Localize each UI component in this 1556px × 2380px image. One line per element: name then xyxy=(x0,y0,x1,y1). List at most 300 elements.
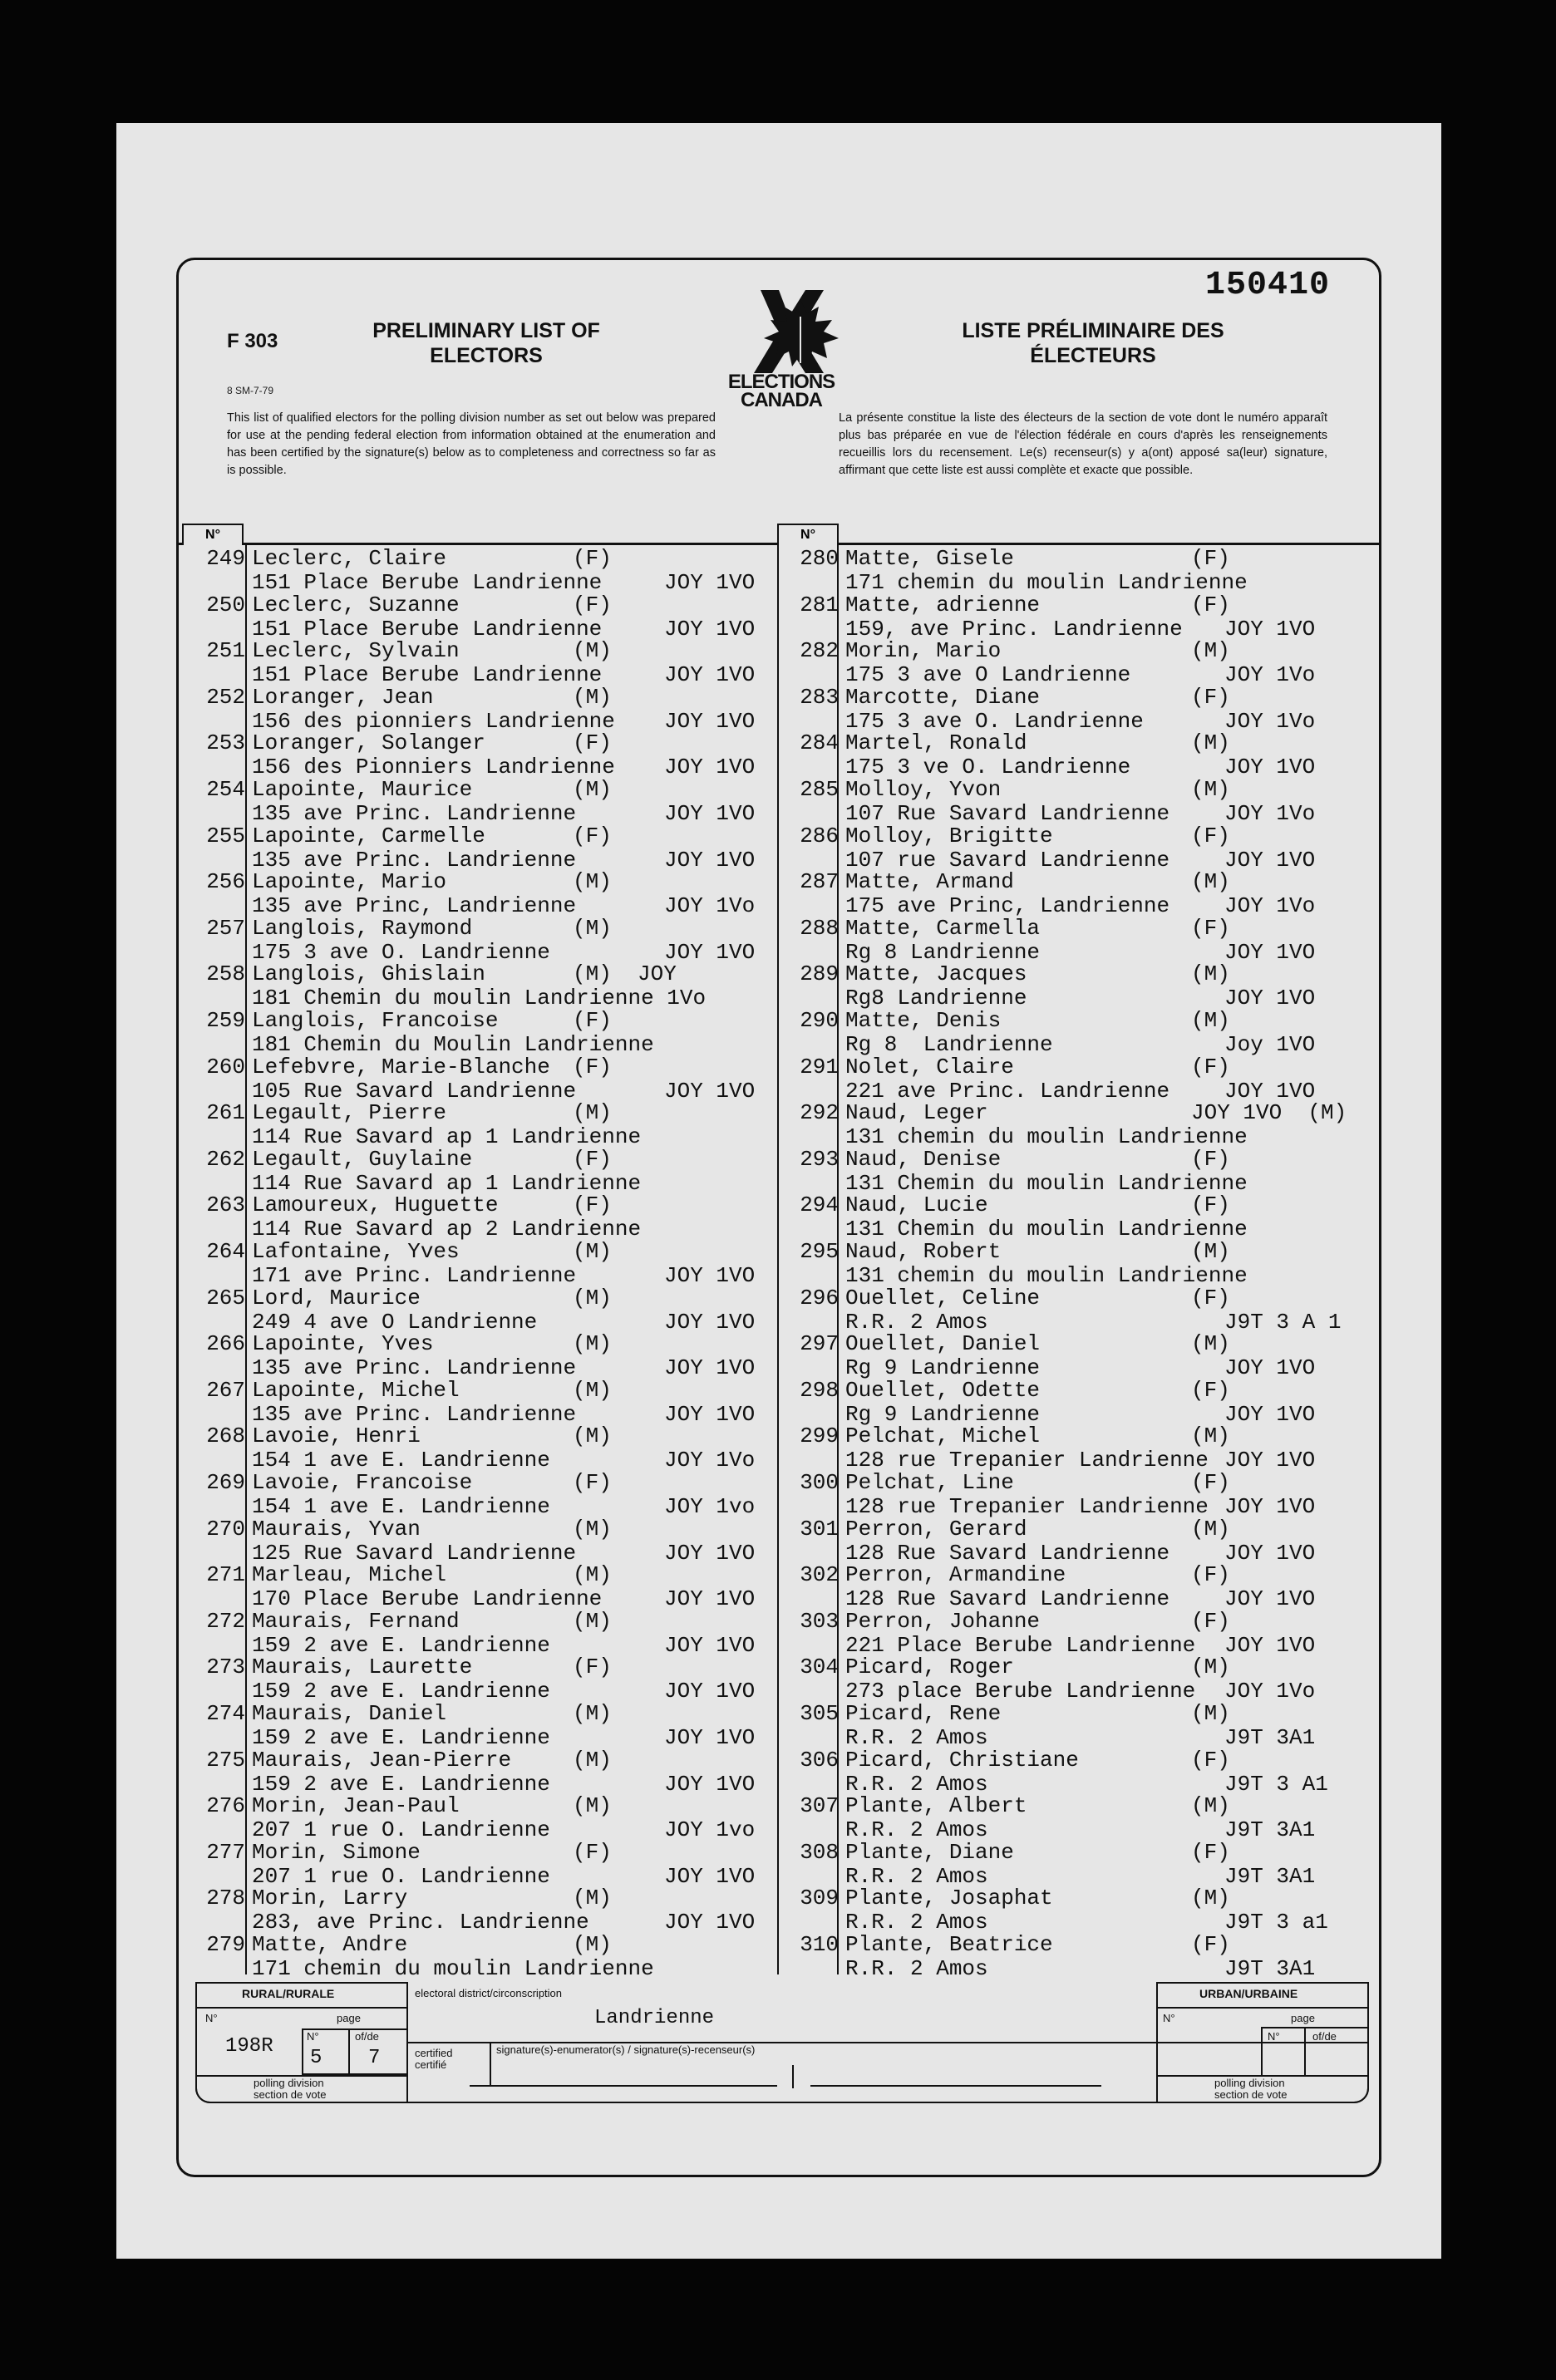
elector-address: 159, ave Princ. Landrienne xyxy=(845,616,1183,642)
elector-entry xyxy=(182,870,780,918)
elector-address: R.R. 2 Amos xyxy=(845,1725,988,1750)
elector-list-form xyxy=(176,258,1381,2177)
elector-postal-code: JOY 1VO xyxy=(664,939,756,965)
elector-sex: (M) xyxy=(573,915,612,941)
elector-number: 310 xyxy=(800,1932,839,1957)
urban-label: URBAN/URBAINE xyxy=(1199,1987,1298,2000)
elector-number: 260 xyxy=(206,1054,245,1079)
elector-number: 294 xyxy=(800,1192,839,1218)
elector-entry xyxy=(776,1933,1374,1981)
elector-entry xyxy=(182,1841,780,1889)
divider xyxy=(792,2065,794,2088)
elector-postal-code: JOY 1Vo xyxy=(1224,893,1316,919)
elector-postal-code: JOY 1VO xyxy=(1224,1401,1316,1427)
elector-address: 105 Rue Savard Landrienne xyxy=(252,1078,577,1104)
elector-sex: (M) xyxy=(1191,777,1230,802)
elector-number: 261 xyxy=(206,1100,245,1126)
elector-entry xyxy=(182,1148,780,1196)
urban-page-no-label: N° xyxy=(1268,2030,1280,2043)
elector-address: 171 ave Princ. Landrienne xyxy=(252,1263,577,1288)
logo-text-line-1: ELECTIONS xyxy=(727,371,835,393)
elector-postal-code: J9T 3A1 xyxy=(1224,1956,1316,1981)
elector-address: 107 Rue Savard Landrienne xyxy=(845,801,1170,826)
elector-sex: (M) xyxy=(1191,730,1230,756)
elector-name: Marcotte, Diane xyxy=(845,684,1041,710)
elector-address: 151 Place Berube Landrienne xyxy=(252,570,603,595)
elector-postal-code: JOY 1Vo xyxy=(1224,662,1316,688)
elector-entry xyxy=(182,1332,780,1380)
elector-address: 131 Chemin du moulin Landrienne xyxy=(845,1170,1248,1196)
elector-number: 266 xyxy=(206,1331,245,1357)
elector-number: 265 xyxy=(206,1285,245,1310)
elector-number: 297 xyxy=(800,1331,839,1357)
elector-entry xyxy=(182,1517,780,1566)
elector-name: Plante, Josaphat xyxy=(845,1886,1053,1911)
polling-division-label: polling division xyxy=(254,2077,324,2089)
elector-entry xyxy=(776,1286,1374,1335)
elector-number: 274 xyxy=(206,1701,245,1726)
elector-address: 114 Rue Savard ap 1 Landrienne xyxy=(252,1170,642,1196)
elector-sex: (F) xyxy=(573,1054,612,1079)
elector-number: 254 xyxy=(206,777,245,802)
elector-address: 128 Rue Savard Landrienne xyxy=(845,1586,1170,1612)
rural-page-label: page xyxy=(337,2012,361,2024)
elector-number: 307 xyxy=(800,1793,839,1819)
elector-sex: (F) xyxy=(1191,823,1230,848)
certifie-label: certifié xyxy=(415,2058,447,2071)
elector-entry xyxy=(776,1517,1374,1566)
elector-entry xyxy=(182,1933,780,1981)
elector-number: 276 xyxy=(206,1793,245,1819)
elector-name: Loranger, Jean xyxy=(252,684,434,710)
elector-postal-code: JOY 1VO xyxy=(1224,1448,1316,1473)
elector-sex: (F) xyxy=(1191,1192,1230,1218)
elector-number: 279 xyxy=(206,1932,245,1957)
elector-address: Rg8 Landrienne xyxy=(845,986,1027,1011)
elector-name: Maurais, Laurette xyxy=(252,1655,473,1680)
elector-sex: (F) xyxy=(573,730,612,756)
elector-postal-code: JOY 1VO xyxy=(1224,1632,1316,1658)
elector-name: Lord, Maurice xyxy=(252,1285,421,1310)
elector-name: Molloy, Brigitte xyxy=(845,823,1053,848)
elector-postal-code: J9T 3 A 1 xyxy=(1224,1309,1342,1335)
urban-no-label: N° xyxy=(1163,2012,1175,2024)
elector-postal-code: JOY 1VO xyxy=(664,1355,756,1381)
column-number-header-left: N° xyxy=(182,524,244,545)
elector-entry xyxy=(182,1379,780,1427)
elector-entry xyxy=(182,1886,780,1935)
elector-sex: (F) xyxy=(573,1655,612,1680)
elector-name: Marleau, Michel xyxy=(252,1562,447,1588)
elector-number: 271 xyxy=(206,1562,245,1588)
elector-entry xyxy=(182,1055,780,1104)
elector-name: Ouellet, Daniel xyxy=(845,1331,1041,1357)
elector-number: 288 xyxy=(800,915,839,941)
elector-sex: (M) xyxy=(573,1239,612,1264)
elector-address: 125 Rue Savard Landrienne xyxy=(252,1540,577,1566)
elector-name: Pelchat, Michel xyxy=(845,1424,1041,1449)
elector-postal-code: JOY 1VO xyxy=(664,1078,756,1104)
elector-entry xyxy=(776,1101,1374,1149)
elector-address: 207 1 rue O. Landrienne xyxy=(252,1863,550,1889)
elector-number: 291 xyxy=(800,1054,839,1079)
elector-address: R.R. 2 Amos xyxy=(845,1956,988,1981)
form-footer xyxy=(195,1982,1369,2103)
elector-number: 285 xyxy=(800,777,839,802)
elector-number: 299 xyxy=(800,1424,839,1449)
elector-postal-code: JOY 1VO xyxy=(664,1910,756,1935)
rural-polling-number: 198R xyxy=(225,2035,273,2058)
elector-address: Rg 9 Landrienne xyxy=(845,1401,1041,1427)
elector-sex: (M) JOY xyxy=(573,961,677,987)
elector-number: 289 xyxy=(800,961,839,987)
elector-sex: (F) xyxy=(1191,1608,1230,1634)
elector-postal-code: JOY 1VO xyxy=(664,1540,756,1566)
elector-postal-code: JOY 1VO xyxy=(1224,939,1316,965)
elector-entry xyxy=(776,1702,1374,1750)
elector-name: Lapointe, Maurice xyxy=(252,777,473,802)
elector-number: 302 xyxy=(800,1562,839,1588)
elector-sex: (F) xyxy=(1191,1146,1230,1172)
elector-postal-code: JOY 1VO xyxy=(1224,1078,1316,1104)
elector-postal-code: JOY 1VO xyxy=(664,1586,756,1612)
elector-address: 175 ave Princ, Landrienne xyxy=(845,893,1170,919)
elector-entry xyxy=(776,1193,1374,1242)
elector-number: 255 xyxy=(206,823,245,848)
elector-entry xyxy=(776,1424,1374,1473)
elector-number: 287 xyxy=(800,869,839,895)
elector-sex: (F) xyxy=(1191,1285,1230,1310)
elector-entry xyxy=(182,731,780,779)
elector-name: Picard, Rene xyxy=(845,1701,1002,1726)
elector-address: 151 Place Berube Landrienne xyxy=(252,662,603,688)
elector-name: Naud, Denise xyxy=(845,1146,1002,1172)
elector-address: 156 des pionniers Landrienne xyxy=(252,708,615,734)
elector-address: 135 ave Princ. Landrienne xyxy=(252,1355,577,1381)
elector-number: 308 xyxy=(800,1839,839,1865)
elector-postal-code: JOY 1VO xyxy=(664,570,756,595)
elector-number: 273 xyxy=(206,1655,245,1680)
elector-sex: (M) xyxy=(573,1886,612,1911)
elector-number: 272 xyxy=(206,1608,245,1634)
elector-address: R.R. 2 Amos xyxy=(845,1771,988,1797)
elector-name: Matte, Denis xyxy=(845,1008,1002,1033)
elector-entry xyxy=(182,778,780,826)
elector-address: R.R. 2 Amos xyxy=(845,1309,988,1335)
elector-postal-code: JOY 1VO xyxy=(1224,1494,1316,1519)
elector-name: Maurais, Daniel xyxy=(252,1701,447,1726)
logo-text xyxy=(711,373,852,410)
elector-address: 249 4 ave O Landrienne xyxy=(252,1309,538,1335)
elector-number: 304 xyxy=(800,1655,839,1680)
elector-postal-code: J9T 3A1 xyxy=(1224,1817,1316,1843)
elector-number: 270 xyxy=(206,1516,245,1542)
elector-name: Lafontaine, Yves xyxy=(252,1239,460,1264)
elector-postal-code: JOY 1VO xyxy=(1224,847,1316,873)
elector-name: Matte, Andre xyxy=(252,1932,408,1957)
elector-sex: (M) xyxy=(573,1377,612,1403)
elector-entry xyxy=(776,1748,1374,1797)
elector-postal-code: JOY 1Vo xyxy=(664,893,756,919)
elector-entry xyxy=(182,593,780,642)
elector-number: 268 xyxy=(206,1424,245,1449)
elector-number: 290 xyxy=(800,1008,839,1033)
signature-line xyxy=(470,2085,777,2087)
elector-address: 131 chemin du moulin Landrienne xyxy=(845,1263,1248,1288)
section-de-vote-label: section de vote xyxy=(254,2088,327,2101)
elector-postal-code: JOY 1VO xyxy=(664,616,756,642)
elector-entry xyxy=(182,1424,780,1473)
elector-address: 159 2 ave E. Landrienne xyxy=(252,1725,550,1750)
elector-entry xyxy=(182,1655,780,1704)
elector-postal-code: JOY 1VO xyxy=(664,708,756,734)
elector-name: Lamoureux, Huguette xyxy=(252,1192,499,1218)
elector-name: Morin, Larry xyxy=(252,1886,408,1911)
elector-entry xyxy=(182,1563,780,1611)
elector-entry xyxy=(776,1563,1374,1611)
document-sheet xyxy=(116,123,1441,2259)
elector-name: Leclerc, Sylvain xyxy=(252,638,460,664)
elector-postal-code: JOY 1VO xyxy=(664,1725,756,1750)
elector-sex: (M) xyxy=(1191,961,1230,987)
elector-sex: (F) xyxy=(1191,1470,1230,1495)
elector-address: 131 chemin du moulin Landrienne xyxy=(845,1124,1248,1150)
elector-postal-code: JOY 1Vo xyxy=(1224,1679,1316,1704)
elector-name: Morin, Jean-Paul xyxy=(252,1793,460,1819)
elector-address: 221 Place Berube Landrienne xyxy=(845,1632,1196,1658)
elector-postal-code: JOY 1VO xyxy=(664,1309,756,1335)
elector-postal-code: JOY 1VO xyxy=(664,801,756,826)
elector-address: 181 Chemin du Moulin Landrienne xyxy=(252,1032,654,1057)
elector-address: Rg 9 Landrienne xyxy=(845,1355,1041,1381)
elector-sex: JOY 1VO (M) xyxy=(1191,1100,1347,1126)
elector-number: 280 xyxy=(800,546,839,571)
urban-polling-division-label: polling division xyxy=(1214,2077,1285,2089)
elector-sex: (F) xyxy=(573,1192,612,1218)
elector-address: 273 place Berube Landrienne xyxy=(845,1679,1196,1704)
elector-number: 286 xyxy=(800,823,839,848)
elector-entry xyxy=(776,686,1374,734)
elector-name: Matte, Armand xyxy=(845,869,1014,895)
elector-name: Morin, Simone xyxy=(252,1839,421,1865)
elector-number: 250 xyxy=(206,592,245,617)
elector-entry xyxy=(182,1101,780,1149)
elector-sex: (M) xyxy=(573,1285,612,1310)
elector-sex: (M) xyxy=(573,1701,612,1726)
elector-address: R.R. 2 Amos xyxy=(845,1910,988,1935)
elector-entry xyxy=(182,1286,780,1335)
elector-address: 181 Chemin du moulin Landrienne 1Vo xyxy=(252,986,707,1011)
rural-no-label: N° xyxy=(205,2012,218,2024)
elector-name: Maurais, Yvan xyxy=(252,1516,421,1542)
elector-entry xyxy=(182,547,780,595)
elector-name: Lefebvre, Marie-Blanche xyxy=(252,1054,550,1079)
elector-name: Naud, Lucie xyxy=(845,1192,988,1218)
elector-entry xyxy=(182,1748,780,1797)
elector-number: 263 xyxy=(206,1192,245,1218)
elector-name: Lavoie, Francoise xyxy=(252,1470,473,1495)
elector-postal-code: JOY 1VO xyxy=(664,755,756,780)
elector-number: 249 xyxy=(206,546,245,571)
elector-sex: (M) xyxy=(1191,1424,1230,1449)
divider xyxy=(1304,2027,1306,2077)
elector-number: 253 xyxy=(206,730,245,756)
title-french xyxy=(927,318,1259,368)
elector-address: 175 3 ve O. Landrienne xyxy=(845,755,1131,780)
elector-sex: (F) xyxy=(573,1008,612,1033)
page-of-label: of/de xyxy=(355,2030,379,2043)
elector-entry xyxy=(776,1886,1374,1935)
elector-sex: (F) xyxy=(573,1146,612,1172)
serial-number: 150410 xyxy=(1205,267,1331,304)
elector-number: 269 xyxy=(206,1470,245,1495)
elector-entry xyxy=(182,1702,780,1750)
elector-sex: (M) xyxy=(573,1747,612,1773)
elector-name: Matte, adrienne xyxy=(845,592,1041,617)
elector-address: 170 Place Berube Landrienne xyxy=(252,1586,603,1612)
elector-address: 114 Rue Savard ap 1 Landrienne xyxy=(252,1124,642,1150)
elector-name: Loranger, Solanger xyxy=(252,730,485,756)
elector-postal-code: JOY 1VO xyxy=(1224,755,1316,780)
elector-number: 305 xyxy=(800,1701,839,1726)
elector-sex: (M) xyxy=(573,869,612,895)
elector-number: 281 xyxy=(800,592,839,617)
rural-label: RURAL/RURALE xyxy=(242,1987,335,2000)
divider xyxy=(195,2007,408,2009)
elector-entry xyxy=(182,1193,780,1242)
urban-page-label: page xyxy=(1291,2012,1315,2024)
elector-name: Picard, Christiane xyxy=(845,1747,1079,1773)
elections-canada-logo xyxy=(702,283,852,411)
elector-number: 283 xyxy=(800,684,839,710)
elector-entry xyxy=(776,824,1374,873)
elector-number: 259 xyxy=(206,1008,245,1033)
elector-sex: (M) xyxy=(1191,1331,1230,1357)
elector-sex: (F) xyxy=(573,592,612,617)
elector-sex: (F) xyxy=(573,823,612,848)
elector-entry xyxy=(182,962,780,1011)
elector-name: Nolet, Claire xyxy=(845,1054,1014,1079)
elector-postal-code: J9T 3 A1 xyxy=(1224,1771,1328,1797)
elector-number: 275 xyxy=(206,1747,245,1773)
certified-label: certified xyxy=(415,2047,453,2059)
elector-number: 278 xyxy=(206,1886,245,1911)
elector-name: Ouellet, Celine xyxy=(845,1285,1041,1310)
elector-name: Perron, Gerard xyxy=(845,1516,1027,1542)
elector-sex: (M) xyxy=(1191,869,1230,895)
elector-postal-code: JOY 1VO xyxy=(664,1263,756,1288)
elector-name: Lavoie, Henri xyxy=(252,1424,421,1449)
elector-sex: (M) xyxy=(573,1562,612,1588)
elector-sex: (F) xyxy=(1191,1839,1230,1865)
elector-postal-code: JOY 1VO xyxy=(1224,1355,1316,1381)
elector-sex: (M) xyxy=(1191,1239,1230,1264)
elector-entry xyxy=(776,1610,1374,1658)
elector-entry xyxy=(776,870,1374,918)
elector-name: Langlois, Raymond xyxy=(252,915,473,941)
elector-entry xyxy=(776,1471,1374,1519)
elector-name: Morin, Mario xyxy=(845,638,1002,664)
elector-name: Lapointe, Mario xyxy=(252,869,447,895)
elector-name: Martel, Ronald xyxy=(845,730,1027,756)
elector-number: 301 xyxy=(800,1516,839,1542)
elector-number: 267 xyxy=(206,1377,245,1403)
page-number: 5 xyxy=(310,2047,323,2069)
elector-entry xyxy=(182,1471,780,1519)
elector-number: 262 xyxy=(206,1146,245,1172)
page-no-label: N° xyxy=(307,2030,319,2043)
elector-name: Leclerc, Suzanne xyxy=(252,592,460,617)
elector-sex: (F) xyxy=(1191,592,1230,617)
elector-sex: (F) xyxy=(1191,1377,1230,1403)
form-date: 8 SM-7-79 xyxy=(227,385,274,396)
elector-number: 292 xyxy=(800,1100,839,1126)
elector-name: Lapointe, Michel xyxy=(252,1377,460,1403)
elector-entry xyxy=(182,917,780,965)
title-english-line-1: PRELIMINARY LIST OF xyxy=(372,319,600,342)
elector-name: Picard, Roger xyxy=(845,1655,1014,1680)
elector-name: Perron, Johanne xyxy=(845,1608,1041,1634)
elector-number: 309 xyxy=(800,1886,839,1911)
urban-section-de-vote-label: section de vote xyxy=(1214,2088,1288,2101)
elector-name: Ouellet, Odette xyxy=(845,1377,1041,1403)
elector-sex: (M) xyxy=(1191,1886,1230,1911)
elector-address: 135 ave Princ, Landrienne xyxy=(252,893,577,919)
divider xyxy=(1156,2007,1369,2009)
elector-number: 251 xyxy=(206,638,245,664)
elector-number: 300 xyxy=(800,1470,839,1495)
elector-number: 257 xyxy=(206,915,245,941)
elector-name: Maurais, Fernand xyxy=(252,1608,460,1634)
elector-number: 298 xyxy=(800,1377,839,1403)
elector-postal-code: JOY 1VO xyxy=(664,1863,756,1889)
elector-entry xyxy=(182,824,780,873)
elector-address: 128 rue Trepanier Landrienne xyxy=(845,1448,1209,1473)
elector-sex: (M) xyxy=(1191,638,1230,664)
elector-postal-code: JOY 1VO xyxy=(664,1401,756,1427)
elector-address: 175 3 ave O. Landrienne xyxy=(845,708,1144,734)
elector-number: 256 xyxy=(206,869,245,895)
page-total: 7 xyxy=(368,2047,381,2069)
elector-address: Rg 8 Landrienne xyxy=(845,1032,1053,1057)
elector-name: Maurais, Jean-Pierre xyxy=(252,1747,512,1773)
elector-name: Matte, Gisele xyxy=(845,546,1014,571)
elector-sex: (M) xyxy=(573,1331,612,1357)
elector-number: 303 xyxy=(800,1608,839,1634)
elector-address: 171 chemin du moulin Landrienne xyxy=(845,570,1248,595)
title-french-line-2: ÉLECTEURS xyxy=(1030,344,1156,367)
elector-entry xyxy=(776,547,1374,595)
elector-address: 159 2 ave E. Landrienne xyxy=(252,1679,550,1704)
elector-name: Lapointe, Yves xyxy=(252,1331,434,1357)
elector-address: 159 2 ave E. Landrienne xyxy=(252,1771,550,1797)
elector-entry xyxy=(776,639,1374,687)
elector-postal-code: J9T 3A1 xyxy=(1224,1863,1316,1889)
elector-postal-code: JOY 1VO xyxy=(664,1679,756,1704)
elector-address: 135 ave Princ. Landrienne xyxy=(252,801,577,826)
elector-number: 295 xyxy=(800,1239,839,1264)
elector-postal-code: JOY 1Vo xyxy=(1224,708,1316,734)
elector-entry xyxy=(776,962,1374,1011)
elector-address: 154 1 ave E. Landrienne xyxy=(252,1448,550,1473)
elector-entry xyxy=(776,917,1374,965)
elector-entry xyxy=(776,778,1374,826)
elector-sex: (M) xyxy=(573,1100,612,1126)
elector-entry xyxy=(182,686,780,734)
elector-entry xyxy=(776,1379,1374,1427)
elector-name: Matte, Jacques xyxy=(845,961,1027,987)
elector-entry xyxy=(776,1009,1374,1057)
